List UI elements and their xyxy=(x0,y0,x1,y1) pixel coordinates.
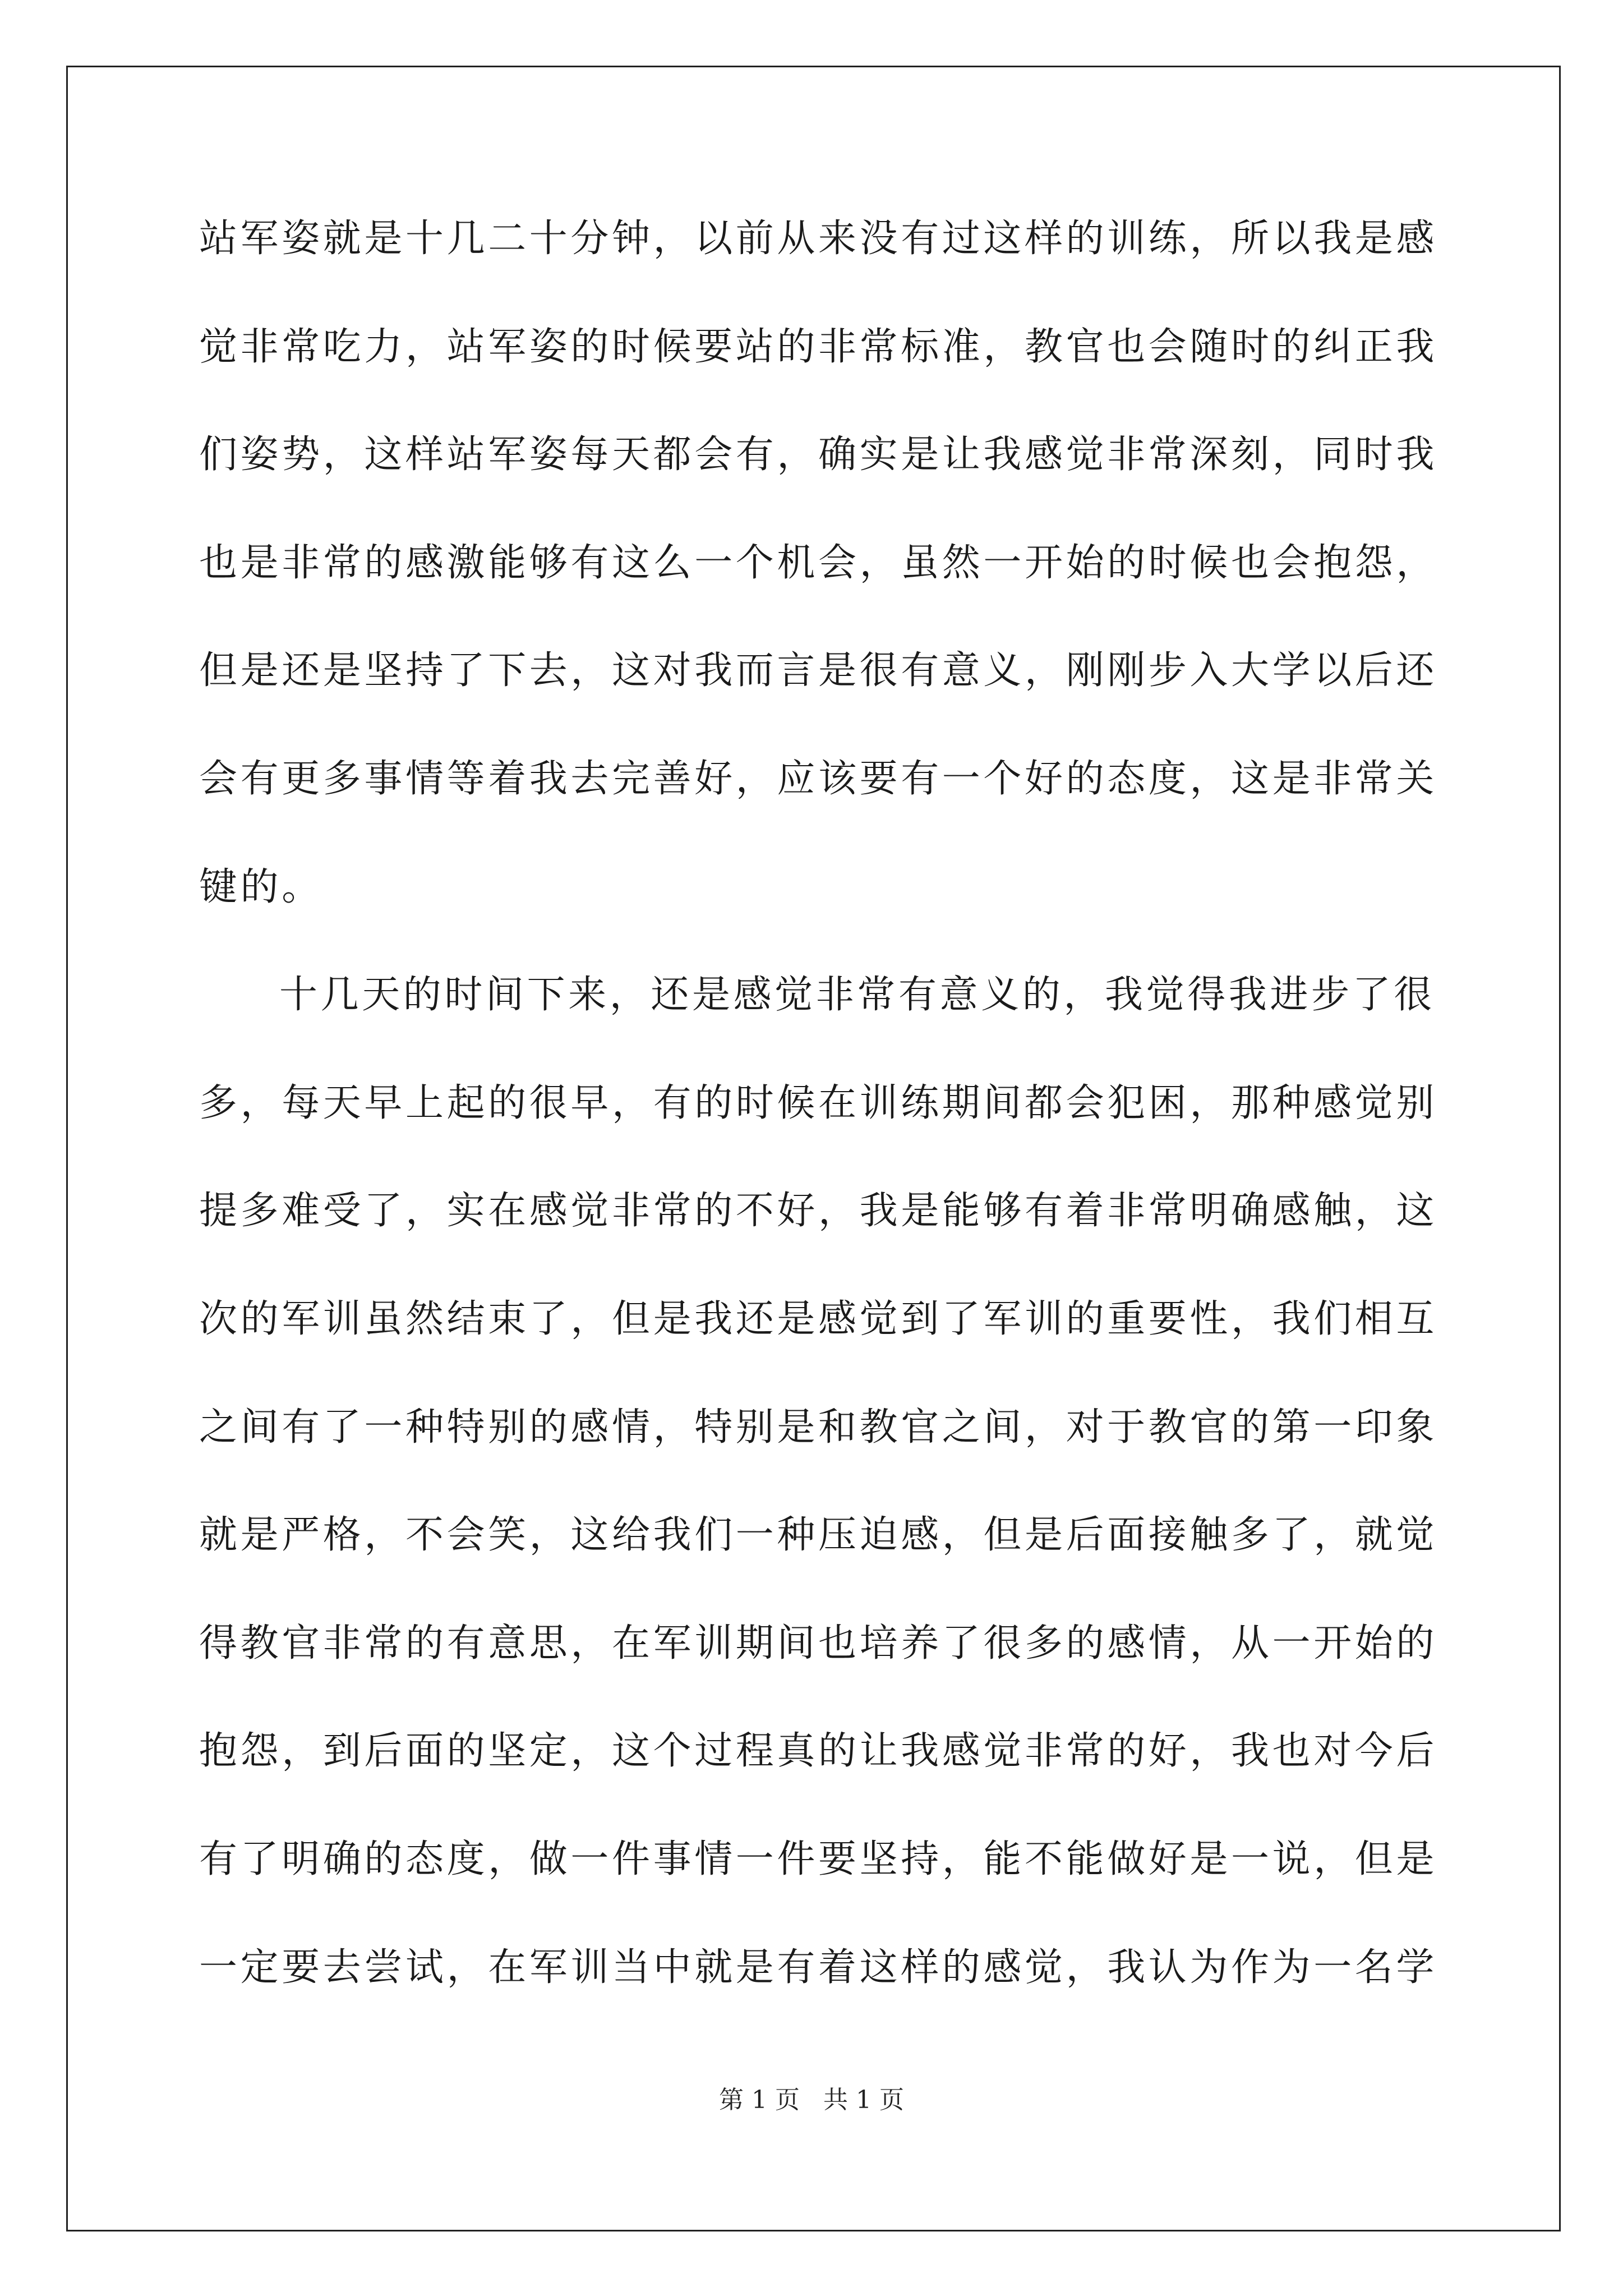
text-line: 提多难受了，实在感觉非常的不好，我是能够有着非常明确感触，这 xyxy=(199,1189,1438,1234)
text-line: 站军姿就是十几二十分钟，以前从来没有过这样的训练，所以我是感 xyxy=(199,217,1438,261)
text-line: 多，每天早上起的很早，有的时候在训练期间都会犯困，那种感觉别 xyxy=(199,1080,1438,1125)
text-line: 一定要去尝试，在军训当中就是有着这样的感觉，我认为作为一名学 xyxy=(199,1945,1438,1990)
text-line: 抱怨，到后面的坚定，这个过程真的让我感觉非常的好，我也对今后 xyxy=(199,1729,1438,1774)
page-footer: 第 1 页 共 1 页 xyxy=(719,2086,904,2114)
text-line: 就是严格，不会笑，这给我们一种压迫感，但是后面接触多了，就觉 xyxy=(199,1513,1438,1558)
text-line: 有了明确的态度，做一件事情一件要坚持，能不能做好是一说，但是 xyxy=(199,1837,1438,1881)
body-text xyxy=(199,216,1436,2053)
text-line: 得教官非常的有意思，在军训期间也培养了很多的感情，从一开始的 xyxy=(199,1621,1438,1665)
text-line: 觉非常吃力，站军姿的时候要站的非常标准，教官也会随时的纠正我 xyxy=(199,324,1438,369)
text-line: 会有更多事情等着我去完善好，应该要有一个好的态度，这是非常关 xyxy=(199,756,1438,801)
text-line: 键的。 xyxy=(199,864,323,909)
text-line: 但是还是坚持了下去，这对我而言是很有意义，刚刚步入大学以后还 xyxy=(199,648,1438,693)
text-line: 次的军训虽然结束了，但是我还是感觉到了军训的重要性，我们相互 xyxy=(199,1296,1438,1341)
text-line: 之间有了一种特别的感情，特别是和教官之间，对于教官的第一印象 xyxy=(199,1405,1438,1450)
text-line: 们姿势，这样站军姿每天都会有，确实是让我感觉非常深刻，同时我 xyxy=(199,432,1438,477)
paragraph-start-line: 十几天的时间下来，还是感觉非常有意义的，我觉得我进步了很 xyxy=(279,973,1435,1018)
text-line: 也是非常的感激能够有这么一个机会，虽然一开始的时候也会抱怨， xyxy=(199,540,1438,585)
